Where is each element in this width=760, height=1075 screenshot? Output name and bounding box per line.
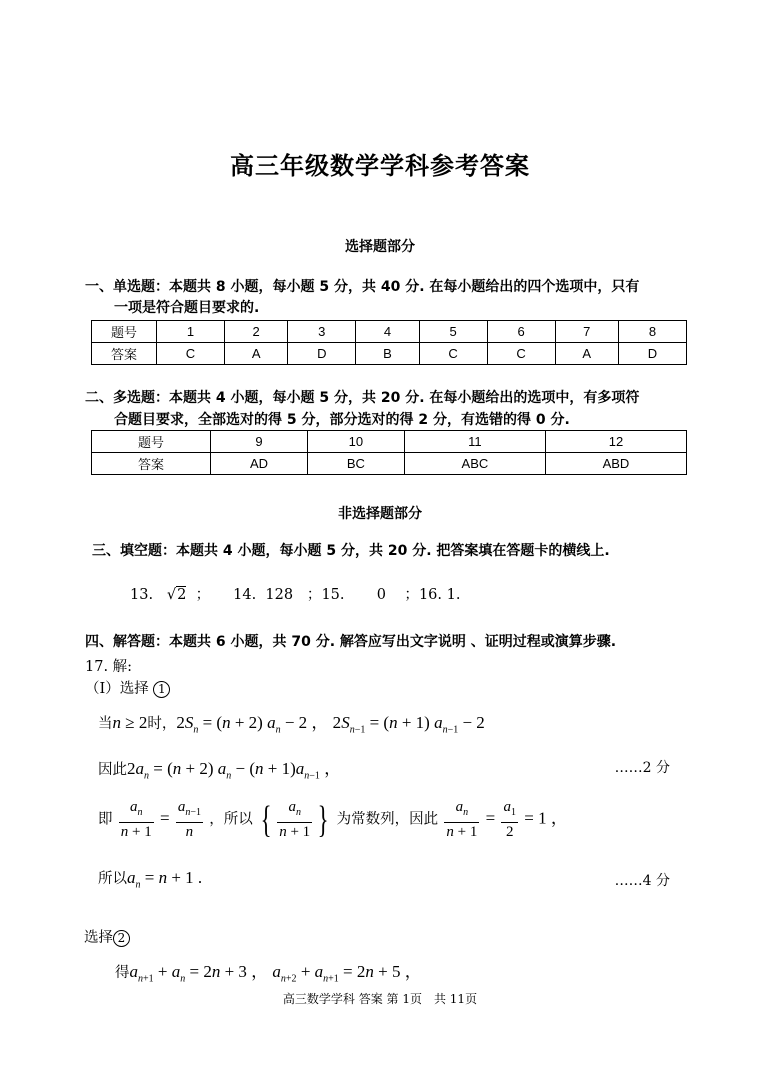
table-cell: 3	[288, 321, 356, 343]
equation-line-3: 即 $\frac{a_n}{n + 1}$ = $\frac{a_{n-1}}{n}$ ，所以 { $\frac{a_n}{n + 1}$ } 为常数列，因此 $\frac{a_n}{n + 1}$ = $\frac{a_1}{2}$ = 1 ，	[98, 798, 568, 841]
table-row	[92, 321, 687, 343]
single-choice-heading: 一、单选题：本题共 8 小题，每小题 5 分，共 40 分. 在每小题给出的四个选项中，只有	[85, 279, 640, 295]
table-cell: 8	[618, 321, 686, 343]
table-cell: 10	[307, 431, 404, 453]
answer-13-sqrt: √2	[166, 587, 187, 603]
table-cell: A	[555, 343, 618, 365]
equation-line-4: 所以$a_n = n + 1$ .	[98, 868, 203, 891]
table-cell: ABC	[404, 453, 545, 475]
table-cell: 9	[211, 431, 308, 453]
answer-16-value: 1.	[446, 587, 461, 603]
answer-15-number: 15.	[321, 587, 345, 603]
table-cell: 答案	[92, 343, 157, 365]
table-cell: 4	[356, 321, 419, 343]
answer-16-number: 16.	[418, 587, 442, 603]
table-cell: D	[288, 343, 356, 365]
part-1-label: （I）选择 1	[85, 677, 170, 698]
table-cell: 答案	[92, 453, 211, 475]
equation-line-1: 当n ≥ 2时，$2S_n = (n + 2) a_n - 2$ ， $2S_{n-1} = (n + 1) a_{n-1} - 2$	[98, 713, 485, 736]
circled-one: 1	[153, 681, 170, 698]
section-heading-choice: 选择题部分	[345, 239, 415, 255]
table-cell: 题号	[92, 321, 157, 343]
answer-14-value: 128	[265, 587, 294, 603]
table-cell: A	[225, 343, 288, 365]
table-row	[92, 453, 687, 475]
multi-choice-heading: 二、多选题：本题共 4 小题，每小题 5 分，共 20 分. 在每小题给出的选项中，有多项符	[85, 390, 640, 406]
table-cell: C	[157, 343, 225, 365]
table-cell: D	[618, 343, 686, 365]
table-cell: 12	[545, 431, 686, 453]
table-cell: 题号	[92, 431, 211, 453]
single-choice-answer-table	[91, 320, 687, 365]
table-cell: 1	[157, 321, 225, 343]
table-cell: 5	[419, 321, 487, 343]
score-4: ……4 分	[614, 873, 670, 889]
fill-blank-heading: 三、填空题：本题共 4 小题，每小题 5 分，共 20 分. 把答案填在答题卡的横线上.	[92, 543, 610, 559]
table-cell: ABD	[545, 453, 686, 475]
table-cell: 6	[487, 321, 555, 343]
multi-choice-heading-cont: 合题目要求，全部选对的得 5 分，部分选对的得 2 分，有选错的得 0 分.	[114, 412, 570, 428]
table-cell: 2	[225, 321, 288, 343]
circled-two: 2	[113, 930, 130, 947]
equation-line-5: 得$a_{n+1} + a_n = 2n + 3$ ， $a_{n+2} + a_{n+1} = 2n + 5$ ，	[115, 962, 422, 985]
page-title: 高三年级数学学科参考答案	[230, 152, 530, 180]
answer-13-number: 13.	[130, 587, 154, 603]
equation-line-2: 因此$2a_n = (n + 2) a_n - (n + 1)a_{n-1}$ ，	[98, 759, 342, 782]
table-row	[92, 343, 687, 365]
table-row	[92, 431, 687, 453]
table-cell: C	[419, 343, 487, 365]
single-choice-heading-cont: 一项是符合题目要求的.	[114, 300, 260, 316]
multi-choice-answer-table	[91, 430, 687, 475]
table-cell: C	[487, 343, 555, 365]
fill-blank-answers: 13. √2 ； 14. 128 ；15. 0 ；16. 1.	[130, 587, 461, 603]
choice-2-label: 选择 2	[84, 926, 130, 947]
table-cell: B	[356, 343, 419, 365]
table-cell: AD	[211, 453, 308, 475]
table-cell: 11	[404, 431, 545, 453]
page-footer: 高三数学学科 答案 第 1页 共 11页	[282, 992, 478, 1006]
solution-heading: 四、解答题：本题共 6 小题，共 70 分. 解答应写出文字说明 、证明过程或演算步骤.	[85, 634, 617, 650]
score-2: ……2 分	[614, 760, 670, 776]
problem-17-label: 17. 解:	[85, 659, 133, 675]
answer-14-number: 14.	[233, 587, 257, 603]
table-cell: 7	[555, 321, 618, 343]
answer-15-value: 0	[376, 587, 386, 603]
section-heading-nonchoice: 非选择题部分	[338, 506, 422, 522]
table-cell: BC	[307, 453, 404, 475]
